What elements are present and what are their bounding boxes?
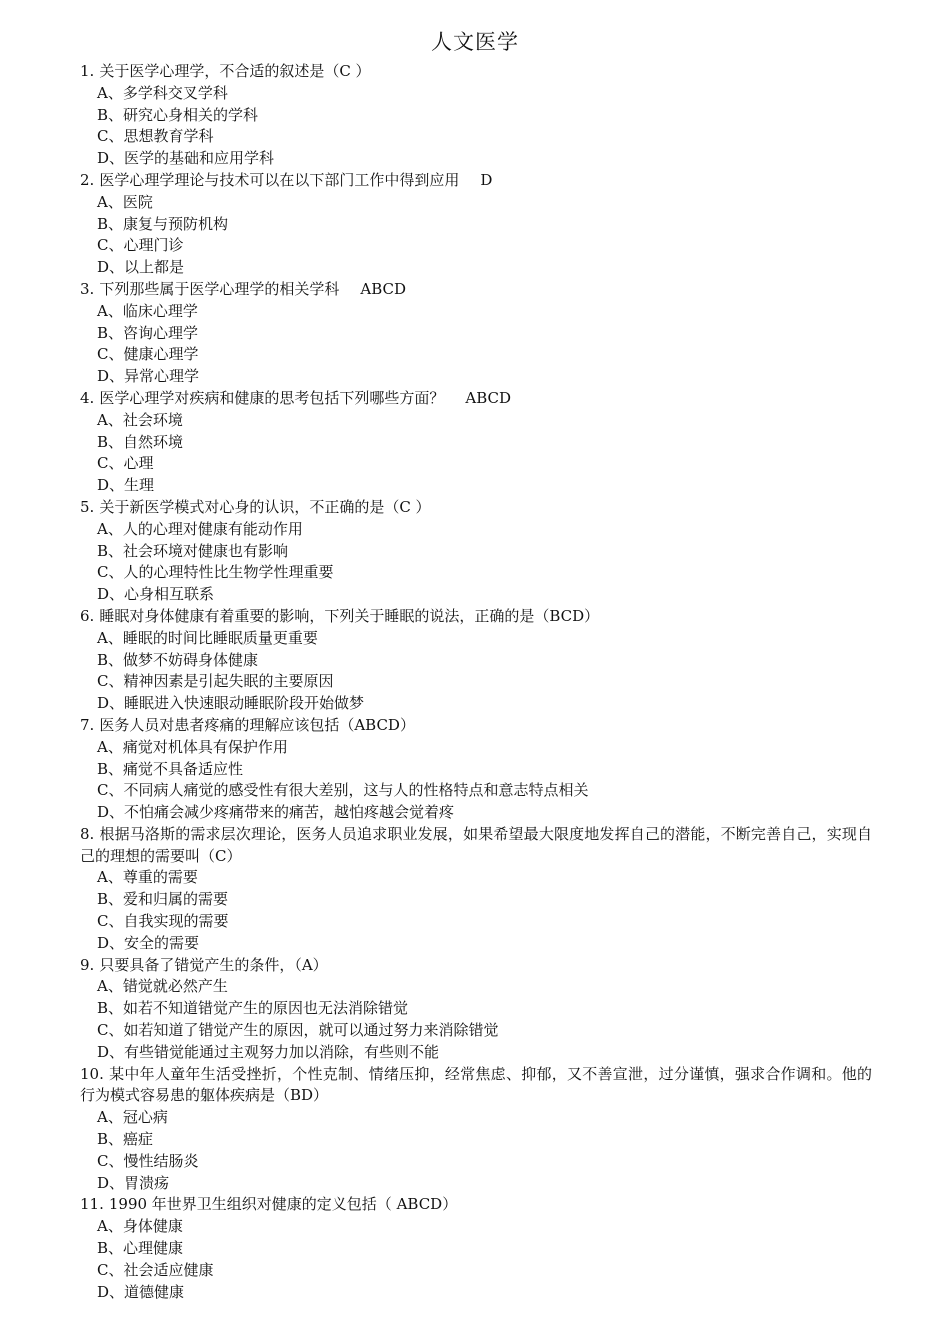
- option-item: [80, 737, 872, 759]
- question-block: [80, 955, 872, 1064]
- option-item: [80, 693, 872, 715]
- option-letter: D、: [97, 585, 125, 604]
- question-text: 医务人员对患者疼痛的理解应该包括（ABCD）: [99, 715, 415, 734]
- option-text: 道德健康: [124, 1282, 185, 1301]
- option-text: 心理: [123, 454, 154, 473]
- question-number: 7.: [80, 715, 95, 734]
- option-item: [80, 1151, 872, 1173]
- option-letter: C、: [97, 781, 124, 800]
- option-item: [80, 759, 872, 781]
- option-text: 睡眠进入快速眼动睡眠阶段开始做梦: [124, 694, 365, 713]
- option-letter: A、: [97, 519, 123, 538]
- option-item: [80, 105, 872, 127]
- option-item: [80, 976, 872, 998]
- option-item: [80, 148, 872, 170]
- option-letter: A、: [97, 868, 123, 887]
- question-text: 医学心理学理论与技术可以在以下部门工作中得到应用: [99, 170, 460, 189]
- option-text: 如若不知道错觉产生的原因也无法消除错觉: [123, 999, 409, 1018]
- option-text: 异常心理学: [124, 367, 200, 386]
- question-stem: [80, 61, 872, 83]
- question-text: 关于新医学模式对心身的认识，不正确的是（C ）: [99, 497, 431, 516]
- option-letter: B、: [97, 1130, 124, 1149]
- option-text: 临床心理学: [122, 301, 198, 320]
- option-letter: B、: [97, 105, 124, 124]
- option-item: [80, 1282, 872, 1304]
- option-letter: B、: [97, 759, 124, 778]
- option-item: [80, 1020, 872, 1042]
- option-item: [80, 257, 872, 279]
- option-text: 康复与预防机构: [123, 214, 229, 233]
- option-letter: B、: [97, 214, 124, 233]
- option-letter: C、: [97, 1260, 124, 1279]
- option-text: 如若知道了错觉产生的原因，就可以通过努力来消除错觉: [123, 1021, 499, 1040]
- option-item: [80, 83, 872, 105]
- option-item: [80, 911, 872, 933]
- option-letter: C、: [97, 1021, 124, 1040]
- question-number: 5.: [80, 497, 95, 516]
- option-letter: C、: [97, 127, 124, 146]
- option-item: [80, 650, 872, 672]
- option-item: [80, 584, 872, 606]
- option-item: [80, 235, 872, 257]
- option-letter: A、: [97, 1108, 123, 1127]
- option-text: 慢性结肠炎: [123, 1151, 199, 1170]
- option-text: 自我实现的需要: [123, 912, 229, 931]
- option-text: 生理: [124, 476, 155, 495]
- option-letter: D、: [97, 933, 125, 952]
- option-item: [80, 410, 872, 432]
- option-text: 爱和归属的需要: [123, 890, 229, 909]
- option-text: 思想教育学科: [123, 127, 214, 146]
- question-block: [80, 1194, 872, 1303]
- option-item: [80, 192, 872, 214]
- option-letter: B、: [97, 650, 124, 669]
- option-item: [80, 126, 872, 148]
- option-text: 痛觉不具备适应性: [123, 759, 244, 778]
- option-item: [80, 933, 872, 955]
- option-item: [80, 366, 872, 388]
- option-text: 冠心病: [122, 1108, 168, 1127]
- option-item: [80, 1173, 872, 1195]
- question-stem: [80, 824, 872, 868]
- option-letter: C、: [97, 1151, 124, 1170]
- option-letter: C、: [97, 672, 124, 691]
- option-item: [80, 998, 872, 1020]
- option-item: [80, 1107, 872, 1129]
- option-text: 安全的需要: [124, 933, 200, 952]
- question-number: 9.: [80, 955, 95, 974]
- option-text: 心理门诊: [123, 236, 184, 255]
- option-letter: A、: [97, 737, 123, 756]
- option-letter: D、: [97, 149, 125, 168]
- option-text: 痛觉对机体具有保护作用: [122, 737, 288, 756]
- option-item: [80, 519, 872, 541]
- option-text: 不怕痛会减少疼痛带来的痛苦，越怕疼越会觉着疼: [124, 803, 455, 822]
- option-item: [80, 214, 872, 236]
- option-letter: D、: [97, 258, 125, 277]
- option-item: [80, 671, 872, 693]
- question-text: 某中年人童年生活受挫折，个性克制、情绪压抑，经常焦虑、抑郁，又不善宣泄，过分谨慎，强求合作调和。他的行为模式容易患的躯体疾病是（BD）: [80, 1064, 872, 1105]
- question-answer: ABCD: [341, 279, 407, 298]
- option-text: 多学科交叉学科: [122, 83, 228, 102]
- option-letter: D、: [97, 1173, 125, 1192]
- question-stem: [80, 955, 872, 977]
- option-letter: A、: [97, 977, 123, 996]
- option-item: [80, 802, 872, 824]
- option-text: 医院: [122, 192, 153, 211]
- option-text: 精神因素是引起失眠的主要原因: [123, 672, 334, 691]
- option-text: 社会环境: [122, 410, 183, 429]
- question-stem: [80, 1064, 872, 1108]
- option-text: 心理健康: [123, 1239, 184, 1258]
- option-text: 癌症: [123, 1130, 154, 1149]
- option-text: 社会环境对健康也有影响: [123, 541, 289, 560]
- option-item: [80, 1216, 872, 1238]
- option-text: 健康心理学: [123, 345, 199, 364]
- option-item: [80, 475, 872, 497]
- option-letter: C、: [97, 563, 124, 582]
- option-letter: A、: [97, 192, 123, 211]
- option-letter: B、: [97, 323, 124, 342]
- option-item: [80, 541, 872, 563]
- question-number: 6.: [80, 606, 95, 625]
- option-item: [80, 1260, 872, 1282]
- question-stem: [80, 606, 872, 628]
- question-answer: D: [461, 170, 493, 189]
- question-stem: [80, 388, 872, 410]
- option-letter: D、: [97, 367, 125, 386]
- question-block: [80, 61, 872, 170]
- option-letter: D、: [97, 803, 125, 822]
- option-text: 身体健康: [122, 1217, 183, 1236]
- question-stem: [80, 1194, 872, 1216]
- option-letter: C、: [97, 454, 124, 473]
- option-letter: B、: [97, 541, 124, 560]
- option-letter: B、: [97, 1239, 124, 1258]
- question-block: [80, 824, 872, 955]
- option-item: [80, 889, 872, 911]
- question-text: 医学心理学对疾病和健康的思考包括下列哪些方面？: [99, 388, 445, 407]
- option-item: [80, 628, 872, 650]
- option-item: [80, 1042, 872, 1064]
- option-letter: A、: [97, 1217, 123, 1236]
- option-item: [80, 323, 872, 345]
- option-text: 自然环境: [123, 432, 184, 451]
- option-text: 人的心理对健康有能动作用: [122, 519, 303, 538]
- question-number: 2.: [80, 170, 95, 189]
- option-text: 做梦不妨碍身体健康: [123, 650, 259, 669]
- option-text: 胃溃疡: [124, 1173, 170, 1192]
- question-block: [80, 388, 872, 497]
- question-list: [80, 61, 872, 1303]
- option-letter: A、: [97, 628, 123, 647]
- option-letter: D、: [97, 1282, 125, 1301]
- option-letter: D、: [97, 694, 125, 713]
- option-letter: A、: [97, 83, 123, 102]
- option-item: [80, 453, 872, 475]
- question-number: 4.: [80, 388, 95, 407]
- document-title: 人文医学: [431, 30, 519, 54]
- option-text: 研究心身相关的学科: [123, 105, 259, 124]
- option-text: 尊重的需要: [122, 868, 198, 887]
- option-item: [80, 1238, 872, 1260]
- question-block: [80, 170, 872, 279]
- question-text: 睡眠对身体健康有着重要的影响，下列关于睡眠的说法，正确的是（BCD）: [99, 606, 600, 625]
- question-stem: [80, 715, 872, 737]
- question-stem: [80, 170, 872, 192]
- option-text: 人的心理特性比生物学性理重要: [123, 563, 334, 582]
- option-letter: A、: [97, 301, 123, 320]
- question-answer: ABCD: [446, 388, 512, 407]
- option-text: 错觉就必然产生: [122, 977, 228, 996]
- question-text: 下列那些属于医学心理学的相关学科: [99, 279, 340, 298]
- question-block: [80, 606, 872, 715]
- option-letter: B、: [97, 432, 124, 451]
- option-text: 睡眠的时间比睡眠质量更重要: [122, 628, 318, 647]
- option-letter: B、: [97, 999, 124, 1018]
- question-block: [80, 1064, 872, 1195]
- option-item: [80, 301, 872, 323]
- question-number: 3.: [80, 279, 95, 298]
- option-text: 咨询心理学: [123, 323, 199, 342]
- option-text: 医学的基础和应用学科: [124, 149, 275, 168]
- question-number: 11.: [80, 1195, 104, 1214]
- option-letter: D、: [97, 1042, 125, 1061]
- question-text: 根据马洛斯的需求层次理论，医务人员追求职业发展，如果希望最大限度地发挥自己的潜能，不断完善自己，实现自己的理想的需要叫（C）: [80, 824, 872, 865]
- option-letter: C、: [97, 345, 124, 364]
- option-item: [80, 562, 872, 584]
- option-letter: C、: [97, 912, 124, 931]
- question-block: [80, 279, 872, 388]
- option-text: 有些错觉能通过主观努力加以消除，有些则不能: [124, 1042, 440, 1061]
- question-block: [80, 497, 872, 606]
- question-text: 只要具备了错觉产生的条件，（A）: [99, 955, 328, 974]
- option-item: [80, 1129, 872, 1151]
- question-number: 10.: [80, 1064, 104, 1083]
- question-text: 1990 年世界卫生组织对健康的定义包括（ ABCD）: [108, 1195, 458, 1214]
- option-item: [80, 432, 872, 454]
- option-item: [80, 867, 872, 889]
- question-number: 8.: [80, 824, 95, 843]
- option-text: 心身相互联系: [124, 585, 215, 604]
- option-item: [80, 780, 872, 802]
- option-letter: A、: [97, 410, 123, 429]
- option-letter: B、: [97, 890, 124, 909]
- question-number: 1.: [80, 62, 95, 80]
- question-block: [80, 715, 872, 824]
- question-text: 关于医学心理学，不合适的叙述是（C ）: [99, 62, 371, 80]
- option-text: 社会适应健康: [123, 1260, 214, 1279]
- question-stem: [80, 497, 872, 519]
- question-stem: [80, 279, 872, 301]
- option-item: [80, 344, 872, 366]
- option-letter: D、: [97, 476, 125, 495]
- option-text: 不同病人痛觉的感受性有很大差别，这与人的性格特点和意志特点相关: [123, 781, 589, 800]
- option-letter: C、: [97, 236, 124, 255]
- option-text: 以上都是: [124, 258, 185, 277]
